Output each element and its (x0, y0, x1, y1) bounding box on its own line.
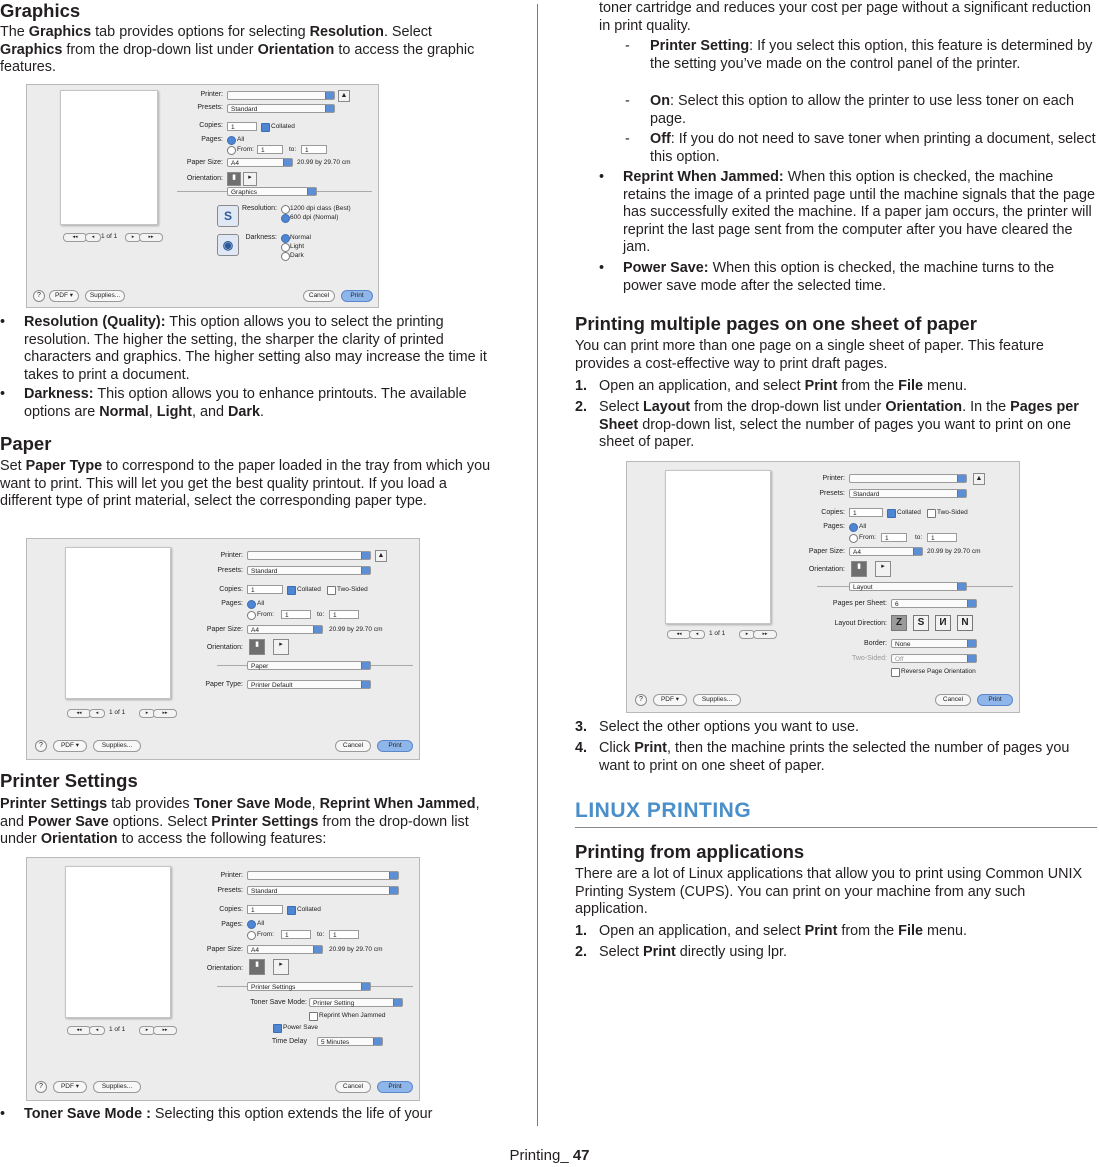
paper-size-select[interactable]: A4 (247, 625, 323, 634)
printer-settings-dialog-screenshot (26, 857, 420, 1101)
copies-label: Copies: (821, 509, 845, 516)
next-page-button[interactable]: ▸ (739, 630, 755, 639)
pages-from-radio[interactable] (849, 534, 858, 543)
collated-checkbox[interactable] (261, 123, 270, 132)
two-sided-label: Two-Sided (937, 509, 968, 516)
multi-step-2: 2. Select Layout from the drop-down list under Orientation. In the Pages per Sheet drop-down list, select the number of pages you want to print on one sheet of paper. (575, 399, 1079, 451)
multi-step-1: 1. Open an application, and select Print from the File menu. (575, 378, 967, 394)
paper-size-select[interactable]: A4 (849, 547, 923, 556)
first-page-button[interactable]: ◂◂ (63, 233, 87, 242)
portrait-orientation-icon[interactable]: ▮ (249, 959, 265, 975)
next-page-button[interactable]: ▸ (139, 709, 155, 718)
pages-all-label: All (237, 136, 245, 143)
power-save-checkbox[interactable] (273, 1024, 282, 1033)
reverse-orientation-label: Reverse Page Orientation (901, 668, 976, 675)
pdf-button[interactable]: PDF ▾ (653, 694, 687, 706)
resolution-label: Resolution: (241, 205, 277, 212)
pdf-button[interactable]: PDF ▾ (49, 290, 79, 302)
pages-all-radio[interactable] (247, 920, 256, 929)
supplies-button[interactable]: Supplies... (693, 694, 741, 706)
page-preview (65, 866, 171, 1018)
pages-all-radio[interactable] (227, 136, 236, 145)
collated-label: Collated (297, 906, 321, 913)
cancel-button[interactable]: Cancel (335, 1081, 371, 1093)
orientation-label: Orientation: (206, 644, 243, 651)
first-page-button[interactable]: ◂◂ (667, 630, 691, 639)
landscape-orientation-icon[interactable]: ▸ (875, 561, 891, 577)
collated-label: Collated (897, 509, 921, 516)
presets-label: Presets: (197, 104, 223, 111)
pages-all-label: All (859, 523, 867, 530)
reverse-orientation-checkbox[interactable] (891, 668, 900, 677)
printer-select[interactable] (247, 551, 371, 560)
linux-intro: There are a lot of Linux applications that allow you to print using Common UNIX Printing System (CUPS). You can print on your machine from any such application. (575, 866, 1083, 918)
toner-sub-off: - Off: If you do not need to save toner when printing a document, select this option. (625, 131, 1096, 165)
last-page-button[interactable]: ▸▸ (753, 630, 777, 639)
pdf-button[interactable]: PDF ▾ (53, 1081, 87, 1093)
toner-sub-on: - On: Select this option to allow the printer to use less toner on each page. (625, 93, 1074, 127)
graphics-icon: S (217, 205, 239, 227)
dark-light-label: Light (290, 243, 305, 250)
from-label: From: (257, 611, 274, 618)
paper-type-select[interactable]: Printer Default (247, 680, 371, 689)
to-input[interactable]: 1 (301, 145, 327, 154)
pages-from-radio[interactable] (247, 611, 256, 620)
copies-label: Copies: (219, 906, 243, 913)
toner-continuation: toner cartridge and reduces your cost per page without a significant reduction in print quality. (599, 0, 1091, 34)
printing-from-apps-heading: Printing from applications (575, 841, 805, 862)
orientation-label: Orientation: (206, 965, 243, 972)
help-button[interactable]: ? (35, 740, 47, 752)
toner-sub-printer-setting: - Printer Setting: If you select this option, this feature is determined by the setting you’ve made on the control panel of the printer. (625, 38, 1093, 72)
two-sided-layout-label: Two-Sided: (851, 655, 887, 662)
next-page-button[interactable]: ▸ (139, 1026, 155, 1035)
print-button[interactable]: Print (377, 1081, 413, 1093)
pages-from-radio[interactable] (227, 146, 236, 155)
linux-step-2: 2. Select Print directly using lpr. (575, 944, 787, 960)
prev-page-button[interactable]: ◂ (89, 1026, 105, 1035)
page-counter: 1 of 1 (109, 709, 126, 716)
collated-checkbox[interactable] (287, 906, 296, 915)
from-label: From: (237, 146, 254, 153)
printer-select[interactable] (247, 871, 399, 880)
orientation-label: Orientation: (808, 566, 845, 573)
page-counter: 1 of 1 (709, 630, 726, 637)
to-label: to: (289, 146, 297, 153)
copies-input[interactable]: 1 (247, 585, 283, 594)
page-footer: Printing_ 47 (509, 1147, 590, 1164)
prev-page-button[interactable]: ◂ (89, 709, 105, 718)
panel-select[interactable]: Layout (849, 582, 967, 591)
help-button[interactable]: ? (635, 694, 647, 706)
presets-select[interactable]: Standard (227, 104, 335, 113)
linux-printing-title: LINUX PRINTING (575, 799, 752, 822)
collated-label: Collated (297, 586, 321, 593)
portrait-orientation-icon[interactable]: ▮ (227, 172, 241, 186)
pages-per-sheet-label: Pages per Sheet: (832, 600, 887, 607)
linux-step-1: 1. Open an application, and select Print from the File menu. (575, 923, 967, 939)
two-sided-checkbox[interactable] (327, 586, 336, 595)
paper-size-label: Paper Size: (808, 548, 845, 555)
darkness-label: Darkness: (245, 234, 277, 241)
expand-button[interactable]: ▲ (338, 90, 350, 102)
pages-all-label: All (257, 920, 265, 927)
to-label: to: (317, 611, 325, 618)
graphics-dialog-screenshot (26, 84, 379, 308)
dark-normal-radio[interactable] (281, 234, 290, 243)
printer-label: Printer: (822, 475, 845, 482)
copies-input[interactable]: 1 (247, 905, 283, 914)
column-divider (537, 4, 538, 1126)
layout-direction-reverse-n-icon[interactable]: И (935, 615, 951, 631)
last-page-button[interactable]: ▸▸ (153, 1026, 177, 1035)
printer-label: Printer: (220, 552, 243, 559)
page-counter: 1 of 1 (109, 1026, 126, 1033)
to-input[interactable]: 1 (329, 610, 359, 619)
pages-label: Pages: (221, 921, 243, 928)
first-page-button[interactable]: ◂◂ (67, 709, 91, 718)
pdf-button[interactable]: PDF ▾ (53, 740, 87, 752)
layout-direction-n-icon[interactable]: N (957, 615, 973, 631)
border-select[interactable]: None (891, 639, 977, 648)
cancel-button[interactable]: Cancel (935, 694, 971, 706)
supplies-button[interactable]: Supplies... (85, 290, 125, 302)
two-sided-select[interactable]: Off (891, 654, 977, 663)
page-number: 47 (572, 1147, 590, 1164)
pages-label: Pages: (823, 523, 845, 530)
collated-label: Collated (271, 123, 295, 130)
paper-size-select[interactable]: A4 (247, 945, 323, 954)
res-best-radio[interactable] (281, 205, 290, 214)
prev-page-button[interactable]: ◂ (689, 630, 705, 639)
printer-label: Printer: (220, 872, 243, 879)
to-input[interactable]: 1 (329, 930, 359, 939)
paper-size-dims: 20.99 by 29.70 cm (329, 946, 383, 953)
printer-label: Printer: (200, 91, 223, 98)
dark-dark-label: Dark (290, 252, 304, 259)
page-counter: 1 of 1 (101, 233, 118, 240)
two-sided-label: Two-Sided (337, 586, 368, 593)
toner-save-mode-select[interactable]: Printer Setting (309, 998, 403, 1007)
bullet-resolution: • Resolution (Quality): This option allows you to select the printing resolution. The higher the setting, the sharper the clarity of printed characters and graphics. The higher setting also may increase the time it takes to print a document. (0, 314, 487, 383)
pages-from-radio[interactable] (247, 931, 256, 940)
paper-size-label: Paper Size: (206, 946, 243, 953)
next-page-button[interactable]: ▸ (125, 233, 141, 242)
multi-page-intro: You can print more than one page on a single sheet of paper. This feature provides a cost-effective way to print draft pages. (575, 338, 1044, 372)
to-input[interactable]: 1 (927, 533, 957, 542)
layout-direction-z-icon[interactable]: Z (891, 615, 907, 631)
time-delay-label: Time Delay (271, 1038, 307, 1045)
help-button[interactable]: ? (35, 1081, 47, 1093)
pages-per-sheet-select[interactable]: 6 (891, 599, 977, 608)
paper-size-label: Paper Size: (186, 159, 223, 166)
pages-label: Pages: (221, 600, 243, 607)
multi-page-heading: Printing multiple pages on one sheet of paper (575, 313, 977, 334)
two-sided-checkbox[interactable] (927, 509, 936, 518)
paper-size-dims: 20.99 by 29.70 cm (329, 626, 383, 633)
layout-direction-s-icon[interactable]: S (913, 615, 929, 631)
res-best-label: 1200 dpi class (Best) (290, 205, 351, 212)
cancel-button[interactable]: Cancel (335, 740, 371, 752)
border-label: Border: (864, 640, 887, 647)
printer-settings-intro: Printer Settings tab provides Toner Save Mode, Reprint When Jammed, and Power Save options. Select Printer Settings from the drop-down list under Orientation to access the following features: (0, 796, 480, 848)
supplies-button[interactable]: Supplies... (93, 740, 141, 752)
portrait-orientation-icon[interactable]: ▮ (851, 561, 867, 577)
paper-size-select[interactable]: A4 (227, 158, 293, 167)
cancel-button[interactable]: Cancel (303, 290, 335, 302)
printer-select[interactable] (227, 91, 335, 100)
collated-checkbox[interactable] (287, 586, 296, 595)
from-label: From: (859, 534, 876, 541)
panel-select[interactable]: Paper (247, 661, 371, 670)
bullet-power-save: • Power Save: When this option is checked, the machine turns to the power save mode after the selected time. (599, 260, 1055, 294)
paper-intro: Set Paper Type to correspond to the paper loaded in the tray from which you want to print. This will let you get the best quality printout. If you load a different type of print material, select the corresponding paper type. (0, 458, 491, 510)
page-preview (665, 470, 771, 624)
print-button[interactable]: Print (977, 694, 1013, 706)
paper-size-label: Paper Size: (206, 626, 243, 633)
paper-size-dims: 20.99 by 29.70 cm (927, 548, 981, 555)
darkness-icon: ◉ (217, 234, 239, 256)
printer-settings-heading: Printer Settings (0, 770, 138, 791)
page-preview (65, 547, 171, 699)
last-page-button[interactable]: ▸▸ (153, 709, 177, 718)
paper-size-dims: 20.99 by 29.70 cm (297, 159, 351, 166)
copies-label: Copies: (199, 122, 223, 129)
to-label: to: (317, 931, 325, 938)
from-input[interactable]: 1 (281, 930, 311, 939)
supplies-button[interactable]: Supplies... (93, 1081, 141, 1093)
to-label: to: (915, 534, 923, 541)
page-preview (60, 90, 158, 225)
from-input[interactable]: 1 (257, 145, 283, 154)
last-page-button[interactable]: ▸▸ (139, 233, 163, 242)
paper-heading: Paper (0, 433, 52, 454)
orientation-label: Orientation: (186, 175, 223, 182)
prev-page-button[interactable]: ◂ (85, 233, 101, 242)
multi-step-4: 4. Click Print, then the machine prints the selected the number of pages you want to print on one sheet of paper. (575, 740, 1070, 774)
res-normal-label: 600 dpi (Normal) (290, 214, 339, 221)
print-button[interactable]: Print (377, 740, 413, 752)
reprint-label: Reprint When Jammed (319, 1012, 386, 1019)
presets-select[interactable]: Standard (849, 489, 967, 498)
landscape-orientation-icon[interactable]: ▸ (273, 639, 289, 655)
printer-select[interactable] (849, 474, 967, 483)
print-button[interactable]: Print (341, 290, 373, 302)
pages-all-radio[interactable] (247, 600, 256, 609)
bullet-toner-save-mode: • Toner Save Mode : Selecting this option extends the life of your (0, 1106, 433, 1122)
multi-step-3: 3. Select the other options you want to use. (575, 719, 859, 735)
expand-button[interactable]: ▲ (375, 550, 387, 562)
first-page-button[interactable]: ◂◂ (67, 1026, 91, 1035)
expand-button[interactable]: ▲ (973, 473, 985, 485)
presets-label: Presets: (217, 887, 243, 894)
landscape-orientation-icon[interactable]: ▸ (273, 959, 289, 975)
graphics-heading: Graphics (0, 0, 81, 21)
section-rule (575, 827, 1097, 828)
presets-label: Presets: (819, 490, 845, 497)
layout-dialog-screenshot (626, 461, 1020, 713)
from-input[interactable]: 1 (881, 533, 907, 542)
collated-checkbox[interactable] (887, 509, 896, 518)
toner-save-mode-label: Toner Save Mode: (250, 999, 307, 1006)
time-delay-select[interactable]: 5 Minutes (317, 1037, 383, 1046)
pages-all-label: All (257, 600, 265, 607)
presets-select[interactable]: Standard (247, 566, 371, 575)
paper-dialog-screenshot (26, 538, 420, 760)
landscape-orientation-icon[interactable]: ▸ (243, 172, 257, 186)
dark-normal-label: Normal (290, 234, 311, 241)
reprint-checkbox[interactable] (309, 1012, 318, 1021)
bullet-darkness: • Darkness: This option allows you to enhance printouts. The available options are Normal, Light, and Dark. (0, 386, 467, 420)
from-label: From: (257, 931, 274, 938)
from-input[interactable]: 1 (281, 610, 311, 619)
res-normal-radio[interactable] (281, 214, 290, 223)
pages-label: Pages: (201, 136, 223, 143)
panel-select[interactable]: Printer Settings (247, 982, 371, 991)
copies-label: Copies: (219, 586, 243, 593)
graphics-intro: The Graphics tab provides options for selecting Resolution. Select Graphics from the drop-down list under Orientation to access the graphic features. (0, 24, 475, 76)
help-button[interactable]: ? (33, 290, 45, 302)
copies-input[interactable]: 1 (227, 122, 257, 131)
portrait-orientation-icon[interactable]: ▮ (249, 639, 265, 655)
paper-type-label: Paper Type: (205, 681, 243, 688)
dark-light-radio[interactable] (281, 243, 290, 252)
panel-select[interactable]: Graphics (227, 187, 317, 196)
pages-all-radio[interactable] (849, 523, 858, 532)
bullet-reprint-when-jammed: • Reprint When Jammed: When this option is checked, the machine retains the image of a printed page until the machine signals that the page has successfully exited the machine. If a paper jam occurs, the printer will reprint the last page sent from the computer after you have cleared the jam. (599, 169, 1096, 256)
presets-label: Presets: (217, 567, 243, 574)
copies-input[interactable]: 1 (849, 508, 883, 517)
presets-select[interactable]: Standard (247, 886, 399, 895)
dark-dark-radio[interactable] (281, 252, 290, 261)
power-save-label: Power Save (283, 1024, 319, 1031)
layout-direction-label: Layout Direction: (834, 620, 887, 627)
